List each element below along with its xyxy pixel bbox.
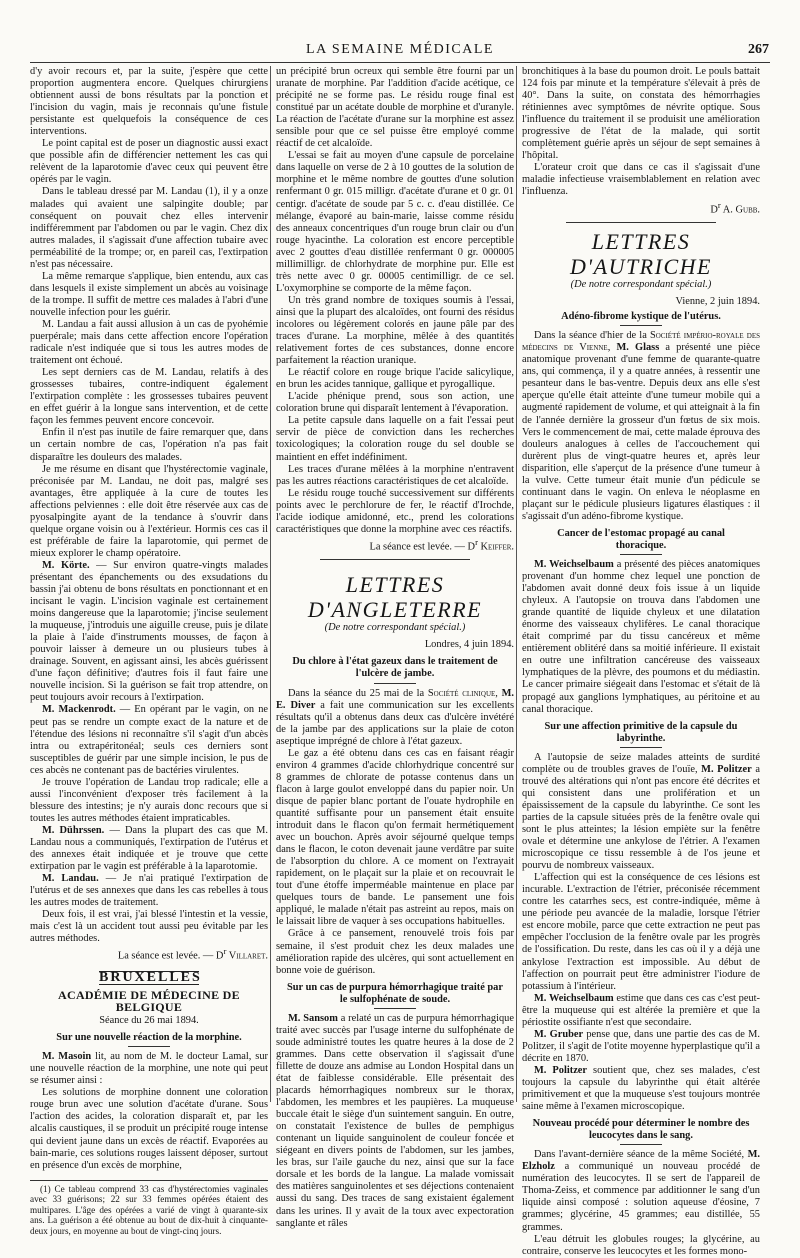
speaker-name: M. E. Diver <box>276 687 514 711</box>
speaker-name: M. Körte. <box>42 559 90 571</box>
section-rule <box>566 222 716 223</box>
journal-title: LA SEMAINE MÉDICALE <box>306 42 494 57</box>
subsection-heading: Nouveau procédé pour déterminer le nombre des leucocytes dans le sang. <box>532 1118 750 1145</box>
header-rule <box>30 62 770 63</box>
paragraph: un précipité brun ocreux qui semble être fourni par un uranate de morphine. Par l'addition d'acide acétique, ce précipité ne se forme pas. Le résidu rouge final est constitué par un acétate double de morphine et d'uranyle. La réaction de l'acétate d'urane sur la morphine est assez sensible pour que ce sel puisse être employé comme réactif de cet alcaloïde. <box>276 66 514 150</box>
speaker-name: M. Weichselbaum <box>534 559 614 571</box>
signature: $D^r$ A. Gubb. <box>710 199 760 215</box>
paragraph: Dans l'avant-dernière séance de la même Société, M. Elzholz a communiqué un nouveau procédé de numération des leucocytes. Il se sert de l'appareil de Thoma-Zeiss, et commence par additionner le sang d'un liquide ainsi composé : solution aqueuse d'éosine, 7 grammes; glycérine, 45 grammes; eau distillée, 55 grammes. <box>522 1149 760 1233</box>
subsection-heading: Sur une affection primitive de la capsule du labyrinthe. <box>532 721 750 748</box>
paragraph: M. Weichselbaum a présenté des pièces anatomiques provenant d'un homme chez lequel une ponction de l'abdomen avait donné deux fois issue à un liquide chyleux. A l'autopsie on trouva dans l'abdomen une grande quantité de liquide chyleux et une dilatation énorme des vaisseaux chylifères. Le canal thoracique était comprimé par du tissu cancéreux et même entièrement oblitéré dans sa moitié inférieure. Il existait en outre une infiltration cancéreuse des vaisseaux lymphatiques de la plèvre, des poumons et du médiastin. Le cancer primaire siégeait dans l'estomac et s'était de là propagé aux ganglions lymphatiques, au péritoine et au canal thoracique. <box>522 559 760 715</box>
paragraph-text: — En opérant par le vagin, on ne peut pas se rendre un compte exact de la nature et de l'étendue des lésions ni reconnaître s'il s'agit d'un abcès intra ou extrapéritonéal; seuls ces derniers sont susceptibles de guérir par une simple incision, le pus de ces abcès ne contenant pas de bactéries virulentes. <box>30 704 268 776</box>
paragraph: La petite capsule dans laquelle on a fait l'essai peut servir de pièce de conviction dans les recherches toxicologiques; la coloration rouge du sel double se maintient en effet indéfiniment. <box>276 415 514 463</box>
correspondent-note: (De notre correspondant spécial.) <box>570 279 712 291</box>
speaker-name: M. Elzholz <box>522 1149 760 1173</box>
paragraph <box>30 825 268 873</box>
paragraph: M. Weichselbaum estime que dans ces cas c'est peut-être la muqueuse qui est altérée la première et que la périostite ossifiante n'est que secondaire. <box>522 992 760 1028</box>
column-2 <box>276 66 514 1229</box>
paragraph: Je trouve l'opération de Landau trop radicale; elle a aussi l'inconvénient d'exposer très facilement à la blessure des intestins; je n'y aurais donc recours que si toutes les autres méthodes étaient impraticables. <box>30 776 268 824</box>
paragraph: M. Landau a fait aussi allusion à un cas de pyohémie puerpérale; mais dans cette affection encore l'opération radicale n'est indiquée que si tous les autres modes de traitement ont échoué. <box>30 318 268 367</box>
academy-heading: ACADÉMIE DE MÉDECINE DE BELGIQUE <box>58 987 240 1015</box>
speaker-name: M. Landau. <box>42 873 99 885</box>
paragraph: Un très grand nombre de toxiques soumis à l'essai, ainsi que la plupart des alcaloïdes, ont fourni des résidus incolores ou légèrement colorés en jaune pâle par des traces d'urane. La morphine, mêlée à des quantités relativement fortes de ces substances, donne encore parfaitement la réaction uranique. <box>276 294 514 367</box>
paragraph: bronchitiques à la base du poumon droit. Le pouls battait 124 fois par minute et la température s'élevait à près de 40°. Dans la suite, on constata des hémorrhagies rétiniennes avec symptômes de névrite optique. Sous l'influence du traitement il se produisit une amélioration progressive de l'état de la malade, qui sortit complètement guérie après un séjour de sept semaines à l'hôpital. <box>522 66 760 162</box>
speaker-name: M. Weichselbaum <box>534 992 614 1004</box>
paragraph: La même remarque s'applique, bien entendu, aux cas dans lesquels il existe simplement un abcès au voisinage de la trompe. Il suffit de mettre ces malades à l'abri d'une nouvelle infection pour les guérir. <box>30 270 268 318</box>
footnotes <box>30 1180 268 1237</box>
paragraph <box>30 560 268 705</box>
subsection-heading: Du chlore à l'état gazeux dans le traitement de l'ulcère de jambe. <box>286 656 504 683</box>
paragraph: L'eau détruit les globules rouges; la glycérine, au contraire, conserve les leucocytes et les formes mono- <box>522 1233 760 1257</box>
paragraph: M. Sansom a relaté un cas de purpura hémorrhagique traité avec succès par l'usage interne du sulfophénate de soude administré toutes les quatre heures à la dose de 2 grammes. Dans cette observation il s'agissait d'une fillette de douze ans admise au London Hospital dans un état de faiblesse considérable. Elle présentait des placards hémorrhagiques nombreux sur le thorax, l'abdomen, les membres et les paupières. La muqueuse buccale était le siège d'un suintement sanguin. En outre, on constatait l'existence de bulles de pemphigus contenant un liquide sanguinolent de couleur foncée et siégeant en divers points de l'abdomen, sur les jambes, les bras, sur l'aile gauche du nez, ainsi que sur la face dorsale et les bords de la langue. La malade vomissait des matières sanguinolentes et ses déjections contenaient aussi du sang. Des traces de sang existaient également dans les urines. Il y avait de la toux avec expectoration sanglante et râles <box>276 1012 514 1229</box>
speaker-name: M. Dührssen. <box>42 824 105 836</box>
paragraph: Les solutions de morphine donnent une coloration rouge brun avec une solution d'acétate d'urane. Sous l'action des acides, la coloration disparaît et, par les alcalis caustiques, il se produit un précipité rouge intense qui devient jaune dans un excès de réactif. Evaporées au bain-marie, ces solutions rouges laissent déposer, surtout en présence d'un excès de morphine, <box>30 1087 268 1171</box>
dateline: Londres, 4 juin 1894. <box>424 639 514 651</box>
city-heading: BRUXELLES <box>99 969 202 985</box>
session-closing: La séance est levée. — $D^r$ Villaret. <box>117 946 268 962</box>
paragraph: Dans le tableau dressé par M. Landau (1), il y a onze malades qui avaient une salpingite double; par conséquent on pouvait chez elles intervenir indifféremment par l'abdomen ou par le vagin. Chez dix autres malades, il s'agissait d'une affection tubaire avec perméabilité de la trompe; or, en pareil cas, l'extirpation n'est pas nécessaire. <box>30 186 268 270</box>
subsection-heading: Sur une nouvelle réaction de la morphine. <box>40 1032 258 1047</box>
paragraph: L'essai se fait au moyen d'une capsule de porcelaine dans laquelle on verse de 2 à 10 gouttes de la solution de morphine et le même nombre de gouttes d'une solution renfermant 0 gr. 015 milligr. d'acétate d'urane et 0 gr. 01 centigr. d'acétate de soude par 5 c. c. d'eau distillée. Ce mélange, évaporé au bain-marie, laisse comme résidu des anneaux concentriques d'un rouge brun clair ou d'un rouge hyacinthe. La coloration est encore perceptible avec 2 gouttes d'eau distillée renfermant 0 gr. 000005 millimilligr. de chlorhydrate de morphine pur. Elle est très nette avec 0 gr. 00005 centimilligr. de ce sel. L'oxymorphine se comporte de la même façon. <box>276 150 514 294</box>
paragraph-text: lit, au nom de M. le docteur Lamal, sur une nouvelle réaction de la morphine, une note qui peut se résumer ainsi : <box>30 1051 268 1087</box>
column-divider <box>270 66 271 1102</box>
column-divider <box>516 66 517 1102</box>
speaker-name: M. Masoin <box>42 1051 92 1063</box>
session-date: Séance du 26 mai 1894. <box>99 1015 199 1027</box>
page-header <box>0 42 800 60</box>
paragraph: Le résidu rouge touché successivement sur différents points avec le perchlorure de fer, le réactif d'Irochde, l'acide iodique amidonné, etc., prend les colorations caractéristiques que donne la morphine avec ces réactifs. <box>276 487 514 535</box>
paragraph: Dans la séance du 25 mai de la Société clinique, M. E. Diver a fait une communication sur les excellents résultats qu'il a obtenus dans deux cas d'ulcère invétéré de la jambe par des applications sur la plaie de coton aseptique imprégné de chlore à l'état gazeux. <box>276 687 514 747</box>
subsection-heading: Adéno-fibrome kystique de l'utérus. <box>532 311 750 326</box>
subsection-heading: Sur un cas de purpura hémorrhagique traité par le sulfophénate de soude. <box>286 982 504 1009</box>
paragraph <box>30 1051 268 1087</box>
paragraph: M. Politzer soutient que, chez ses malades, c'est toujours la capsule du labyrinthe qui était altérée primitivement et que la muqueuse s'est toujours montrée saine même à l'examen microscopique. <box>522 1064 760 1113</box>
paragraph <box>30 873 268 909</box>
speaker-name: M. Gruber <box>534 1028 584 1040</box>
paragraph: A l'autopsie de seize malades atteints de surdité complète ou de troubles graves de l'ouïe, M. Politzer a trouvé des altérations qui n'ont pas encore été décrites et qui consistent dans une prolifération et un épaississement de la capsule du labyrinthe. Ce sont les parties de la capsule situées près de la fenêtre ovale qui sont le plus atteintes; la lésion empiète sur la fenêtre ovale et détermine une ankylose de l'étrier. A l'examen microscopique ce tissu ressemble à de l'os jeune et pourvu de nombreux vaisseaux. <box>522 751 760 872</box>
paragraph: Les traces d'urane mêlées à la morphine n'entravent pas les autres réactions caractéristiques de cet alcaloïde. <box>276 463 514 487</box>
paragraph: d'y avoir recours et, par la suite, j'espère que cette proportion augmentera encore. Quelques chirurgiens obtiennent aussi de bons résultats par la ponction et l'incision du vagin, mais je reconnais qu'une fistule persistante est quelquefois la conséquence de ces interventions. <box>30 66 268 138</box>
paragraph: Dans la séance d'hier de la Société império-royale des médecins de Vienne, M. Glass a présenté une pièce anatomique provenant d'une femme de quarante-quatre ans, qui commença, il y a quatre années, à ressentir une pesanteur dans le bas-ventre. Depuis deux ans elle s'est aperçue qu'elle était atteinte d'une tumeur mobile qui a augmenté rapidement de volume, et qui atteignait à la fin de l'année dernière la grosseur d'un fœtus de six mois. Vers le commencement de mai, cette malade éprouva des douleurs analogues à celles de l'accouchement qui durèrent plus de vingt-quatre heures et, après leur disparition, elle s'aperçut de la présence d'une tumeur à la vulve. Cette tumeur était munie d'un pédicule se continuant dans le vagin. On enleva le néoplasme en plaçant sur le pédicule plusieurs ligatures élastiques : il s'agissait d'un adéno-fibrome kystique. <box>522 330 761 522</box>
paragraph: L'acide phénique prend, sous son action, une coloration brune qui disparaît lentement à l'évaporation. <box>276 391 514 415</box>
paragraph: Les sept derniers cas de M. Landau, relatifs à des grossesses tubaires, contre-indiquent également l'extirpation complète : les grossesses tubaires peuvent en effet guérir à la longue sans intervention, et de cette façon les femmes peuvent encore concevoir. <box>30 367 268 427</box>
paragraph: M. Gruber pense que, dans une partie des cas de M. Politzer, il s'agit de l'otite moyenne hyperplastique qu'il a décrite en 1870. <box>522 1028 760 1064</box>
paragraph: L'orateur croit que dans ce cas il s'agissait d'une maladie infectieuse vraisemblablement en relation avec l'influenza. <box>522 162 760 198</box>
footnote: (1) Ce tableau comprend 33 cas d'hystérectomies vaginales avec 33 guérisons; 22 sur 33 femmes opérées étaient des multipares. L'âge des opérées a varié de vingt à quarante-six ans. La guérison a été obtenue au bout de dix-huit à cinquante-deux jours, en moyenne au bout de vingt-cinq jours. <box>30 1183 268 1237</box>
speaker-name: M. Politzer <box>534 1064 588 1076</box>
paragraph: Je me résume en disant que l'hystérectomie vaginale, préconisée par M. Landau, ne doit pas, malgré ses avantages, être appliquée à la cure de toutes les affections pelviennes : elle doit être réservée aux cas de pyosalpingite ayant de la tendance à s'ouvrir dans quelque organe voisin ou à l'extérieur. Hormis ces cas il est préférable de faire la laparotomie, qui permet de mieux explorer le champ opératoire. <box>30 463 268 559</box>
paragraph <box>30 704 268 776</box>
session-closing: La séance est levée. — $D^r$ Keiffer. <box>369 536 514 553</box>
dateline: Vienne, 2 juin 1894. <box>675 296 760 308</box>
paragraph-text: — Je n'ai pratiqué l'extirpation de l'utérus et de ses annexes que dans les cas rebelles à tous les autres modes de traitement. <box>30 873 268 909</box>
speaker-name: M. Sansom <box>288 1012 338 1024</box>
speaker-name: M. Mackenrodt. <box>42 704 116 716</box>
column-3 <box>522 66 761 1257</box>
page-number: 267 <box>748 42 769 57</box>
paragraph: Grâce à ce pansement, renouvelé trois fois par semaine, il s'est produit chez les deux malades une amélioration rapide des ulcères, qui sont actuellement en bonne voie de guérison. <box>276 928 514 976</box>
paragraph: Le gaz a été obtenu dans ces cas en faisant réagir environ 4 grammes d'acide chlorhydrique concentré sur 8 grammes de chlorate de potasse contenus dans un flacon à large goulot enveloppé dans du papier noir. Un disque de papier blanc portant de l'ouate hydrophile en quantité suffisante pour un pansement était ensuite introduit dans le flacon qu'on fermait hermétiquement avec un bouchon. Après avoir séjourné quelque temps dans le flacon, le coton devenait jaune verdâtre par suite de l'absorption du chlore. A ce moment on l'extrayait rapidement, on le plaçait sur la plaie et on recouvrait le tout d'une étoffe imperméable maintenue en place par quelques tours de bande. Le pansement une fois appliqué, le malade n'était pas astreint au repos, mais on le laissait libre de vaquer à ses occupations habituelles. <box>276 747 514 928</box>
paragraph-text: — Sur environ quatre-vingts malades présentant des épanchements ou des exsudations du bassin j'ai obtenu de bons résultats en ponctionnant et en incisant le vagin. L'incision vaginale est certainement moins dangereuse que la laparotomie; j'incise seulement la muqueuse, j'introduis une aiguille creuse, puis je dilate la plaie à l'aide d'instruments mousses, de façon à pouvoir laisser à demeure un ou plusieurs tubes à drainage. Souvent, en agissant ainsi, les abcès guérissent d'une façon définitive; d'autres fois il faut faire une nouvelle incision. Si la guérison se fait trop attendre, on peut toujours avoir recours à l'extirpation. <box>30 559 268 704</box>
paragraph: Deux fois, il est vrai, j'ai blessé l'intestin et la vessie, mais c'est là un accident tout aussi peu évitable par les autres méthodes. <box>30 909 268 945</box>
column-1 <box>30 66 268 1237</box>
section-rule <box>320 559 470 560</box>
paragraph-text: — Dans la plupart des cas que M. Landau nous a communiqués, l'extirpation de l'utérus et des annexes était indiquée et je trouve que cette extirpation par le vagin est préférable à la laparotomie. <box>30 824 268 873</box>
correspondent-note: (De notre correspondant spécial.) <box>324 622 466 634</box>
paragraph: L'affection qui est la conséquence de ces lésions est incurable. L'extraction de l'étrier, préconisée récemment contre les catarrhes secs, est contre-indiquée, même à une période peu avancée de la maladie, lorsque l'étrier est encore mobile, parce que cette extraction ne peut pas empêcher l'occlusion de la fenêtre ovale par les progrès de l'ossification. Du reste, dans les cas où il y a déjà une ankylose l'extraction est impossible. Au début de l'affection on pourrait peut être administrer l'iodure de potassium à l'intérieur. <box>522 872 760 992</box>
subsection-heading: Cancer de l'estomac propagé au canal thoracique. <box>532 528 750 555</box>
paragraph: Le point capital est de poser un diagnostic aussi exact que possible afin de différencier nettement les cas qui relèvent de la laparotomie d'avec ceux qui peuvent être opérés par le vagin. <box>30 138 268 186</box>
paragraph: Enfin il n'est pas inutile de faire remarquer que, dans un certain nombre de cas, l'opération n'a pas fait disparaître les douleurs des malades. <box>30 427 268 463</box>
speaker-name: M. Politzer <box>697 763 752 775</box>
section-title: LETTRES D'AUTRICHE <box>570 229 712 280</box>
paragraph: Le réactif colore en rouge brique l'acide salicylique, en brun les acides tannique, gallique et pyrogallique. <box>276 367 514 391</box>
speaker-name: M. Glass <box>610 342 660 354</box>
section-title: LETTRES D'ANGLETERRE <box>307 572 483 623</box>
